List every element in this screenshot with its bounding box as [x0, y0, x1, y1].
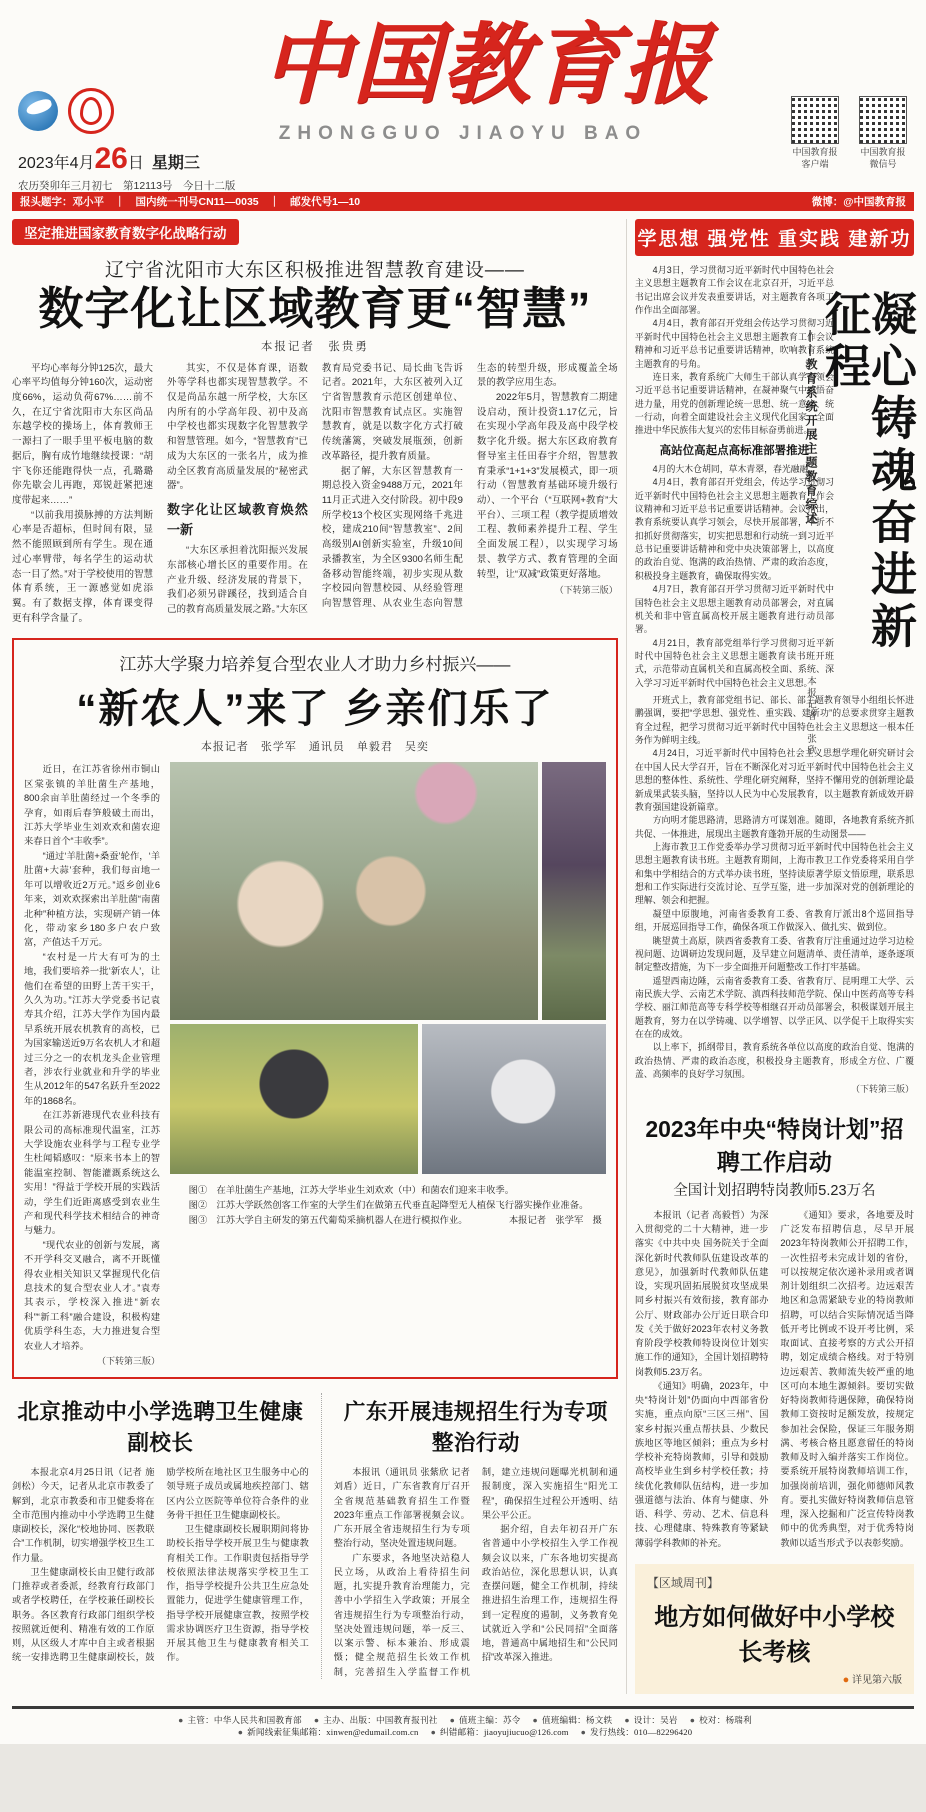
paragraph: 以上率下，抓纲带目，教育系统各单位以高度的政治自觉、饱满的政治热情、严肃的政治态度，积极投身主题教育，形成全方位、广覆盖、高频率的良好学习氛围。 [634, 1042, 914, 1080]
page-content [12, 219, 917, 1694]
paragraph: 图② 江苏大学跃然创客工作室的大学生们在做第五代垂直起降型无人植保飞行器实操作业准备。 [188, 1201, 589, 1212]
regional-weekly-headline: 地方如何做好中小学校长考核 [654, 1603, 895, 1666]
paragraph: 在江苏新港现代农业科技有限公司的高标准现代温室，江苏大学设施农业科学与工程专业学生杜闻韬感叹：“原来书本上的智能温室控制、智能灌溉系统这么实用！”得益于学校开展的实践活动，学生们近距离感受到农业生产和现代科学技术相结合的神奇与魅力。 [24, 1110, 160, 1236]
right-column [626, 219, 917, 1694]
paragraph: 4月7日，教育部召开学习贯彻习近平新时代中国特色社会主义思想主题教育动员部署会，对直属机关和非中管直属高校开展主题教育进行动员部署。 [634, 584, 834, 635]
paragraph: 4月21日，教育部党组举行学习贯彻习近平新时代中国特色社会主义思想主题教育读书班开班式，示范带动直属机关和直属高校全面、系统、深入学习习近平新时代中国特色社会主义思想。 [634, 637, 834, 688]
newspaper-red-emblem-icon [68, 88, 114, 134]
footer-item: ● 发行热线：010—82296420 [580, 1726, 693, 1737]
publication-info-bar [12, 192, 914, 211]
paragraph: 《通知》要求，各地要及时广泛发布招聘信息，尽早开展2023年特岗教师公开招聘工作，一次性招考未完成计划的省份，可以按规定依次递补录用或者调剂计划组织二次招考。边远艰苦地区和急需紧缺专业的特岗教师招聘，可以结合实际情况适当降低开考比例或不设开考比例，采取面试、直接考察的方式公开招聘，划定成绩合格线。对于特别边远艰苦、教师流失较严重的地区可向本地生源倾斜。要切实做好特岗教师待遇保障，确保特岗教师工资按时足额发放，按规定参加社会保险，保证三年服务期满、考核合格且愿意留任的特岗教师及时入编并落实工作岗位。要系统开展特岗教师培训工作，加强岗前培训，强化师德师风教育。要扎实做好特岗教师信息管理，深入挖掘和广泛宣传特岗教师中的优秀典型，对于优秀特岗教师以适当形式予以表彰奖励。 [780, 1209, 914, 1548]
photo-captions [170, 1184, 606, 1229]
masthead [12, 10, 914, 192]
photo-credit: 本报记者 张学军 摄 [508, 1216, 602, 1227]
paragraph: 凝望中原腹地，河南省委教育工委、省教育厅派出8个巡回指导组，开展巡回指导工作，确保各项工作做深入、做扎实、做到位。 [634, 908, 914, 933]
footer-item: ● 设计：吴岩 [624, 1714, 678, 1725]
regional-weekly-box [635, 1564, 914, 1694]
theme-article-lower [635, 694, 914, 1097]
orange-dot-icon: ● [842, 1673, 850, 1686]
paragraph: 平均心率每分钟125次，最大心率平均值每分钟160次，运动密度66%，运动负荷67%……前不久，在辽宁省沈阳市大东区尚品东越学校的操场上，体育教师王一源扫了一眼手里平板电脑的数据后，胸有成竹地继续授课：“胡宇飞你还能跑得快一点，孔璐璐你先歇会儿再跑，郑锐赶紧把速度带起来……” [12, 362, 153, 506]
paragraph: 遥望西南边陲，云南省委教育工委、省教育厅、昆明理工大学、云南民族大学、云南艺术学院、滇西科技师范学院、保山中医药高等专科学校、丽江师范高等专科学校等相继召开动员部署会，积极谋划开展主题教育，努力在以学铸魂、以学增智、以学正风、以学促干上取得实实在在的成效。 [634, 975, 914, 1040]
paragraph: 4月4日，教育部召开党组会，传达学习贯彻习近平新时代中国特色社会主义思想主题教育工作会议精神和习近平总书记重要讲话精神。会议指出，教育系统要认真学习领会，尽快开展部署，不折不扣抓好贯彻落实，切实把思想和行动统一到习近平总书记重要讲话精神和党中央决策部署上，以高度的政治自觉、饱满的政治热情、严肃的政治态度，积极投身主题教育，确保取得实效。 [634, 477, 834, 581]
article-beijing-health-vice-principal [12, 1393, 309, 1679]
newspaper-title: 中国教育报 [262, 12, 713, 116]
footer-item: ● 主办、出版：中国教育报刊社 [313, 1714, 438, 1725]
paragraph: 《通知》明确，2023年，中央“特岗计划”仍面向中西部省份实施，重点向原“三区三州”、国家乡村振兴重点帮扶县、少数民族地区等地区倾斜；重点为乡村学校补充特岗教师，引导和鼓励高校毕业生到乡村学校任教；持续优化教师队伍结构，进一步加强道德与法治、体育与健康、外语、科学、劳动、艺术、信息科技、心理健康、特殊教育等紧缺薄弱学科教师的补充。 [634, 1380, 769, 1548]
paragraph: 上海市教卫工作党委举办学习贯彻习近平新时代中国特色社会主义思想主题教育读书班。主题教育期间，上海市教卫工作党委将采用自学和集中学相结合的方式举办读书班，坚持读原著学原文悟原理，联系思想和工作实际进行交流讨论、互学互鉴，进一步加深对党的创新理论的理解、领会和把握。 [634, 841, 914, 906]
paragraph: “以前我用摸脉搏的方法判断心率是否超标，但时间有限，显然不能照顾到所有学生。现在通过心率臂带，每名学生的运动状态一目了然。”对于学校使用的智慧体育系统，王一源感觉如虎添翼。有了数据支撑，体育课变得更有科学含量了。 [12, 509, 153, 624]
article1-headline: 数字化让区域教育更“智慧” [38, 283, 592, 334]
date-line [18, 144, 218, 174]
paragraph: “通过‘羊肚菌+桑蚕’轮作，‘羊肚菌+大蒜’套种，我们每亩地一年可以增收近2万元。”返乡创业6年来，刘欢欢探索出羊肚菌“南菌北种”种植方法，实现研产销一体化，带动家乡180多户农户致富，产值达千万元。 [24, 850, 160, 948]
photo-row-2 [170, 1024, 606, 1174]
paragraph: 据了解，大东区智慧教育一期总投入资金9488万元，2021年11月正式进入交付阶段。初中段9所学校13个校区实现网络千兆进校，建成210间“智慧教室”、2间高级别AI创新实验室，升级10间录播教室，为全区9300名师生配备移动智能终端，初步实现从数字校园向智慧校园、从经验管理向智慧管理、从农业生态向智慧生态的转型升级，形成覆盖全场景的教学应用生态。 [321, 362, 618, 609]
article-digital-education [12, 219, 618, 626]
article-guangdong-enrollment [321, 1393, 618, 1679]
theme-education-banner: 学思想 强党性 重实践 建新功 [635, 219, 914, 256]
vertical-headline-block [804, 264, 917, 757]
main-column [12, 219, 618, 1694]
date-day: 26 [94, 142, 128, 175]
tegang-body [635, 1208, 914, 1550]
feature-photos [170, 762, 606, 1369]
newspaper-title-pinyin: ZHONGGUO JIAOYU BAO [278, 122, 648, 144]
regional-weekly-tag: 【区域周刊】 [646, 1575, 719, 1590]
paragraph: 图③ 江苏大学自主研发的第五代葡萄采摘机器人在进行模拟作业。 [188, 1216, 468, 1227]
masthead-qr-codes [788, 96, 910, 170]
qr-code-icon [791, 96, 839, 144]
article1-kicker: 辽宁省沈阳市大东区积极推进智慧教育建设—— [104, 260, 525, 281]
paragraph: 连日来，教育系统广大师生干部认真学习领会习近平总书记重要讲话精神，在凝神聚气中感悟奋进力量，用党的创新理论统一思想、统一意志、统一行动，向着全面建设社会主义现代化国家、全面推进中华民族伟大复兴的宏伟目标奋勇前进。 [634, 371, 834, 436]
paragraph: 近日，在江苏省徐州市铜山区棠张镇的羊肚菌生产基地，800余亩羊肚菌经过一个冬季的孕育，如雨后春笋般破土而出，江苏大学毕业生刘欢欢和菌农迎来春日首个“丰收季”。 [24, 764, 160, 847]
jump-to-page-note: （下转第三版） [554, 585, 618, 596]
photo-grape-robot-strip [542, 762, 606, 1020]
qr-label: 中国教育报 客户端 [792, 147, 838, 169]
qr-block-app [788, 96, 842, 170]
paragraph: 卫生健康副校长履职期间将协助校长指导学校开展卫生与健康教育相关工作。工作职责包括指导学校依照法律法规落实学校卫生工作，指导学校提升公共卫生应急处置能力，促进学生健康管理工作，指导学校开展健康宣教，按照学校需求协调医疗卫生资源，指导学校开展其他卫生与健康教育相关工作。 [166, 1524, 309, 1663]
vertical-byline: 本报记者 张欣 [805, 676, 816, 757]
qr-block-wechat [856, 96, 910, 170]
paragraph: 本报讯（记者 高毅哲）为深入贯彻党的二十大精神，进一步落实《中共中央 国务院关于全面深化新时代教师队伍建设改革的意见》，加强新时代教师队伍建设，实现巩固拓展脱贫攻坚成果同乡村振兴有效衔接，教育部办公厅、财政部办公厅近日联合印发《关于做好2023年农村义务教育阶段学校教师特设岗位计划实施工作的通知》，全国计划招聘特岗教师5.23万名。 [634, 1209, 769, 1377]
article-theme-education-review [634, 264, 917, 1097]
jump-to-page-note: （下转第三版） [850, 1084, 914, 1095]
paragraph: 本报北京4月25日讯（记者 施剑松）今天，记者从北京市教委了解到，北京市教委和市卫健委将在全市范围内推动中小学选聘卫生健康副校长，深化“校地协同、医教联合”工作机制，切实增强学校卫生工作力量。 [12, 1467, 155, 1563]
imprint-footer [12, 1706, 914, 1738]
issue-line: 农历癸卯年三月初七 第12113号 今日十二版 [18, 180, 236, 192]
footer-item: ● 主管：中华人民共和国教育部 [178, 1714, 302, 1725]
paragraph: 4月4日，教育部召开党组会传达学习贯彻习近平新时代中国特色社会主义思想主题教育工作会议精神和习近平总书记重要讲话精神，吹响教育系统主题教育的号角。 [634, 318, 834, 369]
paragraph: 图① 在羊肚菌生产基地，江苏大学毕业生刘欢欢（中）和菌农们迎来丰收季。 [188, 1186, 514, 1197]
date-prefix: 2023年4月 [18, 155, 95, 172]
theme-paras-3 [635, 694, 914, 1081]
weekday: 星期三 [151, 155, 200, 172]
feature-kicker: 江苏大学聚力培养复合型农业人才助力乡村振兴—— [119, 655, 511, 675]
article-tegang-recruitment [635, 1111, 914, 1550]
feature-paragraphs [24, 762, 160, 1353]
paragraph: 方向明才能思路清，思路清方可谋划准。随即，各地教育系统齐抓共促、一体推进，展现出主题教育蓬勃开展的生动图景—— [634, 815, 914, 839]
article1-byline: 本报记者 张贵勇 [260, 340, 369, 353]
tegang-headline: 2023年中央“特岗计划”招聘工作启动 [645, 1115, 904, 1175]
footer-item: ● 值班主编：苏令 [449, 1714, 521, 1725]
photo-picking-robot [422, 1024, 605, 1174]
paragraph: 2022年5月，智慧教育二期建设启动，预计投资1.17亿元，旨在实现小学高年段及高中段学校数字化升级。据大东区政府教育督导室主任田春宇介绍，智慧教育秉承“1+1+3”发展模式，即一项行动（智慧教育基础环境升级行动）、一个平台（“互联网+教育”大平台）、三项工程（教学提质增效工程、教师素养提升工程、学生全面发展工程），以实现学习场景、教学方式、教育管理的全面转型，让“双减”政策更好落地。 [476, 391, 618, 580]
masthead-logos [18, 88, 218, 134]
photo-drone-field [170, 1024, 418, 1174]
footer-item: ● 校对：杨瑞利 [689, 1714, 752, 1725]
beijing-body [12, 1465, 309, 1665]
feature-box-new-farmers [12, 638, 618, 1379]
qr-code-icon [859, 96, 907, 144]
see-page-note [647, 1671, 902, 1686]
guangdong-headline: 广东开展违规招生行为专项整治行动 [343, 1400, 608, 1456]
qr-label: 中国教育报 微信号 [860, 147, 906, 169]
feature-body [24, 762, 606, 1369]
strategy-badge: 坚定推进国家教育数字化战略行动 [12, 219, 239, 245]
info-bar-right: 微博：@中国教育报 [811, 196, 906, 208]
paragraph: 据介绍，自去年初召开广东省普通中小学校招生入学工作视频会议以来，广东各地切实提高政治站位，深化思想认识，认真查摆问题，健全工作机制，持续推进招生治理工作，违规招生得到一定程度的遏制，义务教育免试就近入学和“公民同招”全面落地，普通高中属地招生和“公民同招”改革深入推进。 [481, 1524, 618, 1663]
paragraph: “现代农业的创新与发展，离不开学科交叉融合，离不开既懂得农业相关知识又掌握现代化信息技术的复合型农业人才。”袁寿其表示，学校深入推进“新农科”“新工科”融合建设，积极构建优质学科生态，大力推进复合型农业人才培养。 [24, 1239, 160, 1351]
tegang-subhead: 全国计划招聘特岗教师5.23万名 [673, 1182, 876, 1199]
photo-row-1 [170, 762, 606, 1020]
vertical-subtitle: ——教育系统开展主题教育综述 [804, 330, 818, 526]
paragraph: 其实，不仅是体育课，语数外等学科也都实现智慧教学。不仅是尚品东越一所学校，大东区内所有的小学高年段、初中及高中学校也都实现数字化智慧教学和智慧管理。如今，“智慧教育”已成为大东区的一张名片，成为推动全区教育高质量发展的“秘密武器”。 [166, 362, 308, 492]
paragraph: 4月24日，习近平新时代中国特色社会主义思想学理化研究研讨会在中国人民大学召开，旨在不断深化对习近平新时代中国特色社会主义思想的整体性、系统性、学理化研究阐释，坚持不懈用党的创新理论最新成果武装头脑，坚持以人民为中心发展教育，以主题教育新成效开辟教育强国建设新篇章。 [634, 748, 914, 812]
article1-subhead: 数字化让区域教育焕然一新 [166, 501, 308, 538]
bottom-articles-row [12, 1393, 618, 1679]
see-page-text: 详见第六版 [852, 1674, 902, 1686]
vertical-headline: 凝心铸魂奋进新征程 [819, 290, 917, 654]
jump-to-page-note: （下转第三版） [96, 1356, 160, 1367]
theme-subhead: 高站位高起点高标准部署推进 [659, 444, 810, 457]
guangdong-body [334, 1465, 618, 1679]
paragraph: “大东区承担着沈阳振兴发展东部核心增长区的重要作用。在产业升级、经济发展的背景下，我们必须另辟蹊径，找到适合自己的教育高质量发展之路。”大东区教育局党委书记、局长曲飞告诉记者。2021年，大东区被列入辽宁省智慧教育示范区创建单位、沈阳市智慧教育试点区。实施智慧教育，就是以数字化方式打破传统藩篱，突破发展瓶颈，创新改革路径，提升教育质量。 [166, 362, 463, 616]
paragraph: 卫生健康副校长由卫健行政部门推荐或者委派，经教育行政部门或者学校聘任，在学校兼任副校长职务。各区教育行政部门组织学校按照就近便利、精准有效的工作原则，从区级人才库中自主或者根据统一安排选聘卫生健康副校长，鼓励学校所在地社区卫生服务中心的领导班子成员或属地疾控部门、辖区内公立医院等单位符合条件的业务骨干担任卫生健康副校长。 [12, 1467, 309, 1663]
masthead-title [262, 12, 713, 145]
date-suffix: 日 [127, 155, 144, 172]
paragraph: “农村是一片大有可为的土地，我们要培养一批‘新农人’，让他们在希望的田野上苦干实干，久久为功。”江苏大学党委书记袁寿其介绍，江苏大学作为国内最早系统开展农机教育的高校，已为国家输送近9万名农机人才和超过三分之一的农机龙头企业管理者，涉农行业就业和升学的毕业生从2012年的547名跃升至2022年的1868名。 [24, 951, 160, 1106]
paragraph: 眺望黄土高原，陕西省委教育工委、省教育厅注重通过边学习边检视问题、边调研边发现问题，及早建立问题清单、责任清单，逐条逐项制定整改措施，为下一步全面推开问题整改工作打牢基础。 [634, 935, 914, 973]
paragraph: 本报讯（通讯员 张紫欣 记者 刘盾）近日，广东省教育厅召开全省规范基础教育招生工作暨2023年重点工作部署视频会议。广东开展全省违规招生行为专项整治行动，坚决处置违规问题。 [333, 1467, 470, 1549]
photo-mushroom-harvest [170, 762, 538, 1020]
feature-headline: “新农人”来了 乡亲们乐了 [76, 687, 554, 732]
feature-byline: 本报记者 张学军 通讯员 单毅君 吴奕 [200, 741, 429, 754]
paragraph: 4月3日，学习贯彻习近平新时代中国特色社会主义思想主题教育工作会议在北京召开，习近平总书记出席会议并发表重要讲话，对主题教育各项工作作出全面部署。 [634, 265, 834, 316]
footer-item: ● 纠错邮箱：jiaoyujiucuo@126.com [430, 1726, 569, 1737]
footer-item: ● 值班编辑：杨文轶 [532, 1714, 613, 1725]
info-bar-left: 报头题字：邓小平 ｜ 国内统一刊号CN11—0035 ｜ 邮发代号1—10 [20, 196, 361, 208]
footer-item: ● 新闻线索征集邮箱：xinwen@edumail.com.cn [237, 1726, 419, 1737]
paragraph: 开班式上，教育部党组书记、部长、部主题教育领导小组组长怀进鹏强调，要把“学思想、强党性、重实践、建新功”的总要求贯穿主题教育全过程，把学习贯彻习近平新时代中国特色社会主义思想这一根本任务作为鲜明主线。 [634, 695, 914, 746]
feature-text-column [24, 762, 160, 1369]
beijing-headline: 北京推动中小学选聘卫生健康副校长 [17, 1400, 304, 1456]
paragraph: 广东要求，各地坚决站稳人民立场，从政治上看待招生问题，扎实提升教育治理能力，完善中小学招生入学政策；开展全省违规招生行为专项整治行动，坚决处置违规问题，举一反三、以案示警、标本兼治、形成震慑；健全规范招生长效工作机制，完善招生入学监督工作机制，建立违规问题曝光机制和通报制度，深入实施招生“阳光工程”，确保招生过程公开透明、结果公平公正。 [333, 1467, 618, 1677]
article1-body [12, 362, 618, 627]
newspaper-blue-logo-icon [18, 91, 58, 131]
masthead-left [18, 88, 236, 193]
paragraph: 4月的大木仓胡同，草木青翠，春光融融。 [652, 463, 818, 474]
